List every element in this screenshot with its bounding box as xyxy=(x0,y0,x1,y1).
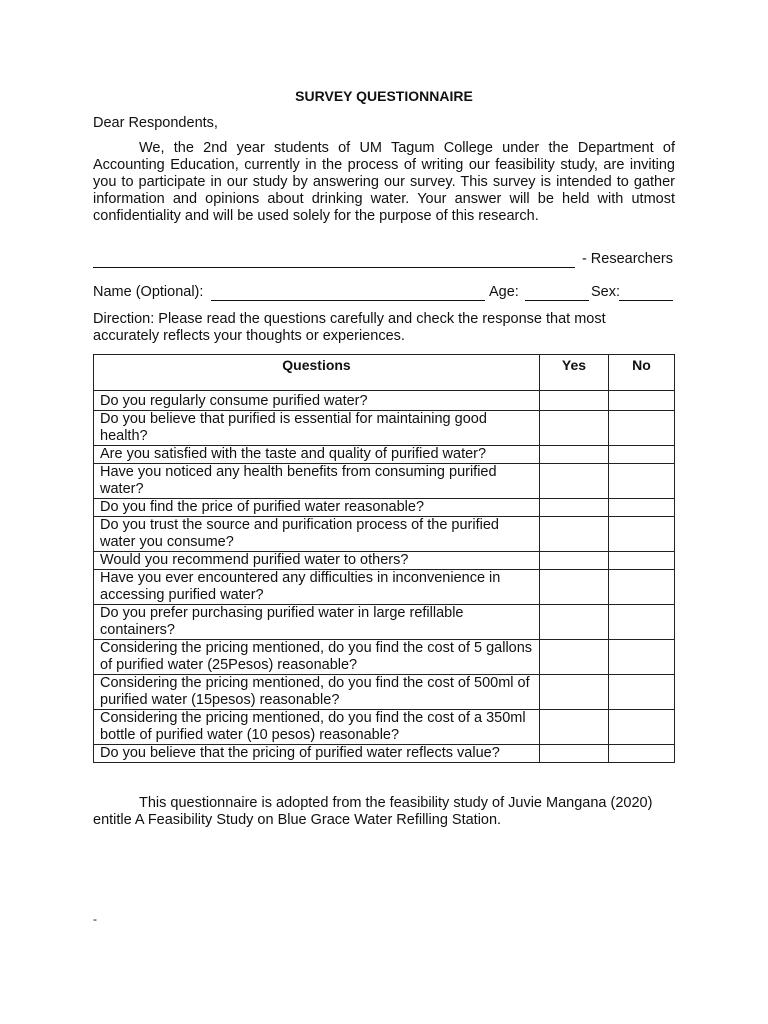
table-row xyxy=(94,570,675,605)
question-cell: Do you find the price of purified water reasonable? xyxy=(94,499,540,517)
question-cell: Do you prefer purchasing purified water in large refillable containers? xyxy=(94,605,540,640)
question-cell: Do you regularly consume purified water? xyxy=(94,391,540,411)
question-cell: Would you recommend purified water to others? xyxy=(94,552,540,570)
no-checkbox-cell[interactable] xyxy=(609,391,675,411)
yes-checkbox-cell[interactable] xyxy=(540,745,609,763)
intro-paragraph: We, the 2nd year students of UM Tagum College under the Department of Accounting Education, currently in the process of writing our feasibility study, are inviting you to participate in our study by answering our survey. This survey is intended to gather information and opinions about drinking water. Your answer will be held with utmost confidentiality and will be used solely for the purpose of this research. xyxy=(93,140,675,224)
question-cell: Have you ever encountered any difficulties in inconvenience in accessing purified water? xyxy=(94,570,540,605)
question-cell: Considering the pricing mentioned, do you find the cost of 5 gallons of purified water (25Pesos) reasonable? xyxy=(94,640,540,675)
survey-table xyxy=(93,354,675,763)
yes-checkbox-cell[interactable] xyxy=(540,391,609,411)
table-row xyxy=(94,499,675,517)
no-checkbox-cell[interactable] xyxy=(609,605,675,640)
age-field[interactable] xyxy=(525,300,589,301)
yes-checkbox-cell[interactable] xyxy=(540,446,609,464)
question-cell: Considering the pricing mentioned, do you find the cost of 500ml of purified water (15pesos) reasonable? xyxy=(94,675,540,710)
table-row xyxy=(94,464,675,499)
no-checkbox-cell[interactable] xyxy=(609,446,675,464)
table-row xyxy=(94,446,675,464)
table-header-row xyxy=(94,355,675,391)
table-row xyxy=(94,640,675,675)
respondent-info-row xyxy=(93,284,675,306)
name-label: Name (Optional): xyxy=(93,284,204,300)
yes-checkbox-cell[interactable] xyxy=(540,517,609,552)
document-title: SURVEY QUESTIONNAIRE xyxy=(295,88,473,104)
yes-checkbox-cell[interactable] xyxy=(540,570,609,605)
no-checkbox-cell[interactable] xyxy=(609,570,675,605)
sex-field[interactable] xyxy=(619,300,673,301)
name-field[interactable] xyxy=(211,300,485,301)
no-checkbox-cell[interactable] xyxy=(609,710,675,745)
no-checkbox-cell[interactable] xyxy=(609,640,675,675)
salutation: Dear Respondents, xyxy=(93,115,218,131)
table-row xyxy=(94,605,675,640)
yes-checkbox-cell[interactable] xyxy=(540,640,609,675)
no-checkbox-cell[interactable] xyxy=(609,517,675,552)
no-checkbox-cell[interactable] xyxy=(609,499,675,517)
stray-mark: - xyxy=(93,912,97,926)
question-cell: Do you trust the source and purification process of the purified water you consume? xyxy=(94,517,540,552)
yes-checkbox-cell[interactable] xyxy=(540,605,609,640)
question-cell: Do you believe that the pricing of purified water reflects value? xyxy=(94,745,540,763)
table-row xyxy=(94,517,675,552)
header-no: No xyxy=(609,355,675,391)
signature-text: - Researchers xyxy=(581,251,673,267)
table-row xyxy=(94,745,675,763)
question-cell: Are you satisfied with the taste and quality of purified water? xyxy=(94,446,540,464)
table-row xyxy=(94,411,675,446)
table-row xyxy=(94,710,675,745)
question-cell: Considering the pricing mentioned, do you find the cost of a 350ml bottle of purified water (10 pesos) reasonable? xyxy=(94,710,540,745)
yes-checkbox-cell[interactable] xyxy=(540,552,609,570)
no-checkbox-cell[interactable] xyxy=(609,552,675,570)
table-row xyxy=(94,391,675,411)
signature-line xyxy=(93,251,675,271)
no-checkbox-cell[interactable] xyxy=(609,411,675,446)
signature-rule xyxy=(93,267,575,268)
question-cell: Do you believe that purified is essential for maintaining good health? xyxy=(94,411,540,446)
table-row xyxy=(94,675,675,710)
yes-checkbox-cell[interactable] xyxy=(540,675,609,710)
age-label: Age: xyxy=(489,284,519,300)
no-checkbox-cell[interactable] xyxy=(609,675,675,710)
no-checkbox-cell[interactable] xyxy=(609,745,675,763)
header-questions: Questions xyxy=(94,355,540,391)
direction-text: Direction: Please read the questions carefully and check the response that most accurately reflects your thoughts or experiences. xyxy=(93,311,606,344)
yes-checkbox-cell[interactable] xyxy=(540,411,609,446)
header-yes: Yes xyxy=(540,355,609,391)
yes-checkbox-cell[interactable] xyxy=(540,499,609,517)
yes-checkbox-cell[interactable] xyxy=(540,464,609,499)
table-row xyxy=(94,552,675,570)
no-checkbox-cell[interactable] xyxy=(609,464,675,499)
yes-checkbox-cell[interactable] xyxy=(540,710,609,745)
source-note: This questionnaire is adopted from the feasibility study of Juvie Mangana (2020) entitle A Feasibility Study on Blue Grace Water Refilling Station. xyxy=(93,795,653,828)
question-cell: Have you noticed any health benefits from consuming purified water? xyxy=(94,464,540,499)
sex-label: Sex: xyxy=(591,284,621,300)
